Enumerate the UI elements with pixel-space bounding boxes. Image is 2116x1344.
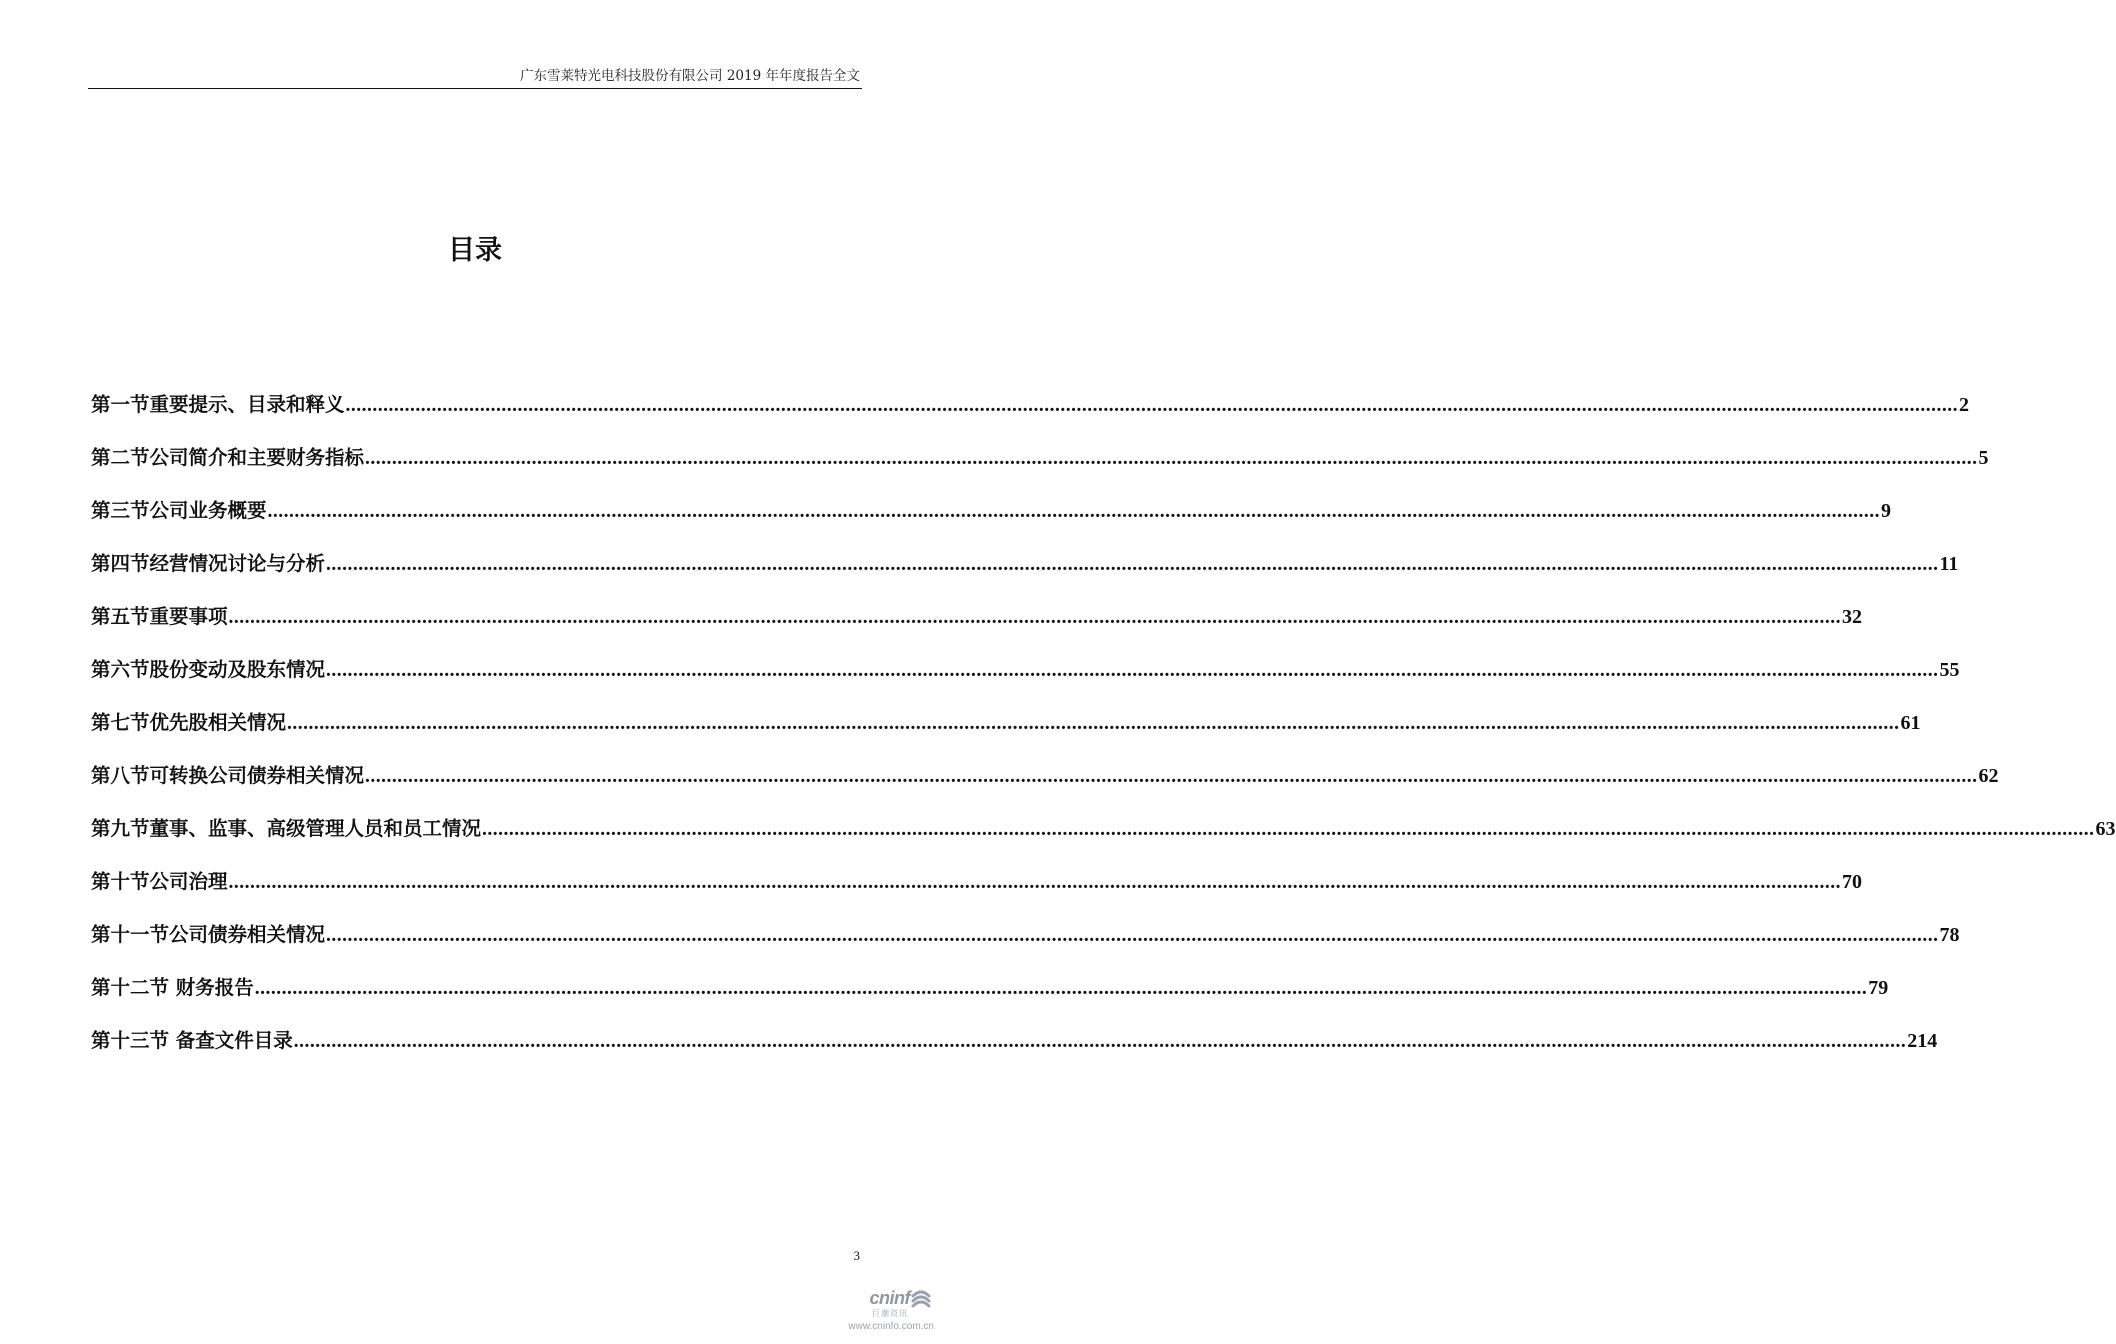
toc-leader: ............................................................................................................................................................................................................................................................................................................ xyxy=(228,607,1842,628)
toc-item-page: 70 xyxy=(1842,871,1863,893)
toc-leader: ............................................................................................................................................................................................................................................................................................................ xyxy=(326,554,1939,575)
toc-leader: ............................................................................................................................................................................................................................................................................................................ xyxy=(326,660,1939,681)
toc-item-page: 63 xyxy=(2095,818,2116,840)
toc-leader: ............................................................................................................................................................................................................................................................................................................ xyxy=(482,819,2095,840)
toc-item-8[interactable] xyxy=(91,761,1999,814)
header-rule xyxy=(88,88,862,89)
toc-item-10[interactable] xyxy=(91,867,1863,920)
toc-item-page: 78 xyxy=(1939,924,1960,946)
toc-item-1[interactable] xyxy=(91,390,1970,443)
toc-item-12[interactable] xyxy=(91,973,1889,1026)
cninf-watermark xyxy=(818,1288,938,1336)
toc-leader: ............................................................................................................................................................................................................................................................................................................ xyxy=(293,1031,1907,1052)
page-number: 3 xyxy=(853,1248,860,1263)
toc-item-7[interactable] xyxy=(91,708,1921,761)
toc-item-page: 79 xyxy=(1868,977,1889,999)
toc-item-label: 第四节经营情况讨论与分析 xyxy=(91,552,326,575)
toc-item-6[interactable] xyxy=(91,655,1960,708)
toc-item-label: 第六节股份变动及股东情况 xyxy=(91,658,326,681)
toc-item-label: 第十三节 备查文件目录 xyxy=(91,1029,293,1052)
toc-item-page: 5 xyxy=(1978,447,1989,469)
toc-item-2[interactable] xyxy=(91,443,1989,496)
toc-item-label: 第三节公司业务概要 xyxy=(91,499,267,522)
toc-item-page: 61 xyxy=(1900,712,1921,734)
toc-leader: ............................................................................................................................................................................................................................................................................................................ xyxy=(287,713,1900,734)
toc-item-label: 第七节优先股相关情况 xyxy=(91,711,287,734)
toc-leader: ............................................................................................................................................................................................................................................................................................................ xyxy=(267,501,1881,522)
toc-item-5[interactable] xyxy=(91,602,1863,655)
toc-item-label: 第十二节 财务报告 xyxy=(91,976,254,999)
toc-item-page: 2 xyxy=(1959,394,1970,416)
toc-leader: ............................................................................................................................................................................................................................................................................................................ xyxy=(254,978,1868,999)
toc-item-label: 第五节重要事项 xyxy=(91,605,228,628)
toc-item-9[interactable] xyxy=(91,814,2116,867)
toc-item-11[interactable] xyxy=(91,920,1960,973)
toc-item-label: 第九节董事、监事、高级管理人员和员工情况 xyxy=(91,817,482,840)
watermark-url: www.cninfo.com.cn xyxy=(848,1321,934,1332)
toc-leader: ............................................................................................................................................................................................................................................................................................................ xyxy=(345,395,1959,416)
watermark-subtitle: 巨潮资讯 xyxy=(872,1309,908,1318)
toc-item-page: 62 xyxy=(1978,765,1999,787)
toc-item-3[interactable] xyxy=(91,496,1892,549)
toc-item-page: 32 xyxy=(1842,606,1863,628)
toc-item-label: 第一节重要提示、目录和释义 xyxy=(91,393,345,416)
toc-item-page: 214 xyxy=(1907,1030,1938,1052)
toc-item-label: 第二节公司简介和主要财务指标 xyxy=(91,446,365,469)
toc-item-4[interactable] xyxy=(91,549,1959,602)
cninf-logo-icon xyxy=(910,1290,932,1310)
toc-leader: ............................................................................................................................................................................................................................................................................................................ xyxy=(365,766,1978,787)
toc-item-page: 9 xyxy=(1881,500,1892,522)
toc-item-13[interactable] xyxy=(91,1026,1938,1079)
page-title: 目录 xyxy=(448,235,502,266)
toc-leader: ............................................................................................................................................................................................................................................................................................................ xyxy=(365,448,1978,469)
toc-item-page: 11 xyxy=(1939,553,1959,575)
watermark-brand: cninf xyxy=(869,1288,910,1308)
toc-leader: ............................................................................................................................................................................................................................................................................................................ xyxy=(228,872,1842,893)
header-title: 广东雪莱特光电科技股份有限公司 2019 年年度报告全文 xyxy=(520,68,860,84)
table-of-contents xyxy=(91,390,2116,1079)
toc-item-page: 55 xyxy=(1939,659,1960,681)
toc-item-label: 第八节可转换公司债券相关情况 xyxy=(91,764,365,787)
toc-leader: ............................................................................................................................................................................................................................................................................................................ xyxy=(326,925,1939,946)
toc-item-label: 第十一节公司债券相关情况 xyxy=(91,923,326,946)
toc-item-label: 第十节公司治理 xyxy=(91,870,228,893)
